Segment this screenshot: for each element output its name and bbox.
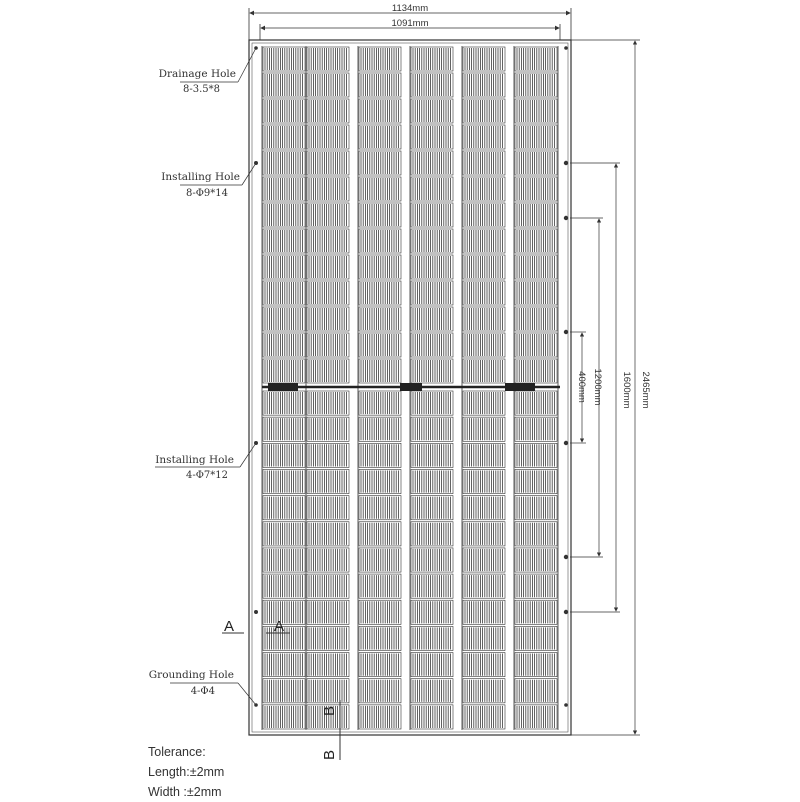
junction-box-center: [400, 383, 422, 391]
inner-width-dimension: [260, 18, 560, 40]
dim-1600-label: 1600mm: [621, 371, 632, 409]
grounding-hole-label: Grounding Hole: [148, 669, 234, 681]
grounding-hole-spec: 4-Φ4: [190, 686, 215, 697]
installing-hole-top-callout: [161, 163, 256, 199]
section-a-right: A: [274, 618, 285, 635]
dim-400-label: 400mm: [576, 371, 587, 403]
installing-hole-top-label: Installing Hole: [161, 171, 240, 183]
installing-hole-bottom-label: Installing Hole: [155, 454, 234, 466]
tolerance-length: Length:±2mm: [148, 765, 225, 779]
drainage-hole-spec: 8-3.5*8: [182, 84, 220, 95]
overall-width-label: 1134mm: [391, 3, 429, 14]
tolerance-title: Tolerance:: [148, 745, 206, 759]
dim-1200-label: 1200mm: [592, 368, 603, 406]
tolerance-width: Width :±2mm: [148, 785, 222, 799]
section-b-bottom: B: [321, 749, 338, 760]
section-a-left: A: [224, 618, 235, 635]
section-b-top: B: [321, 705, 338, 716]
tolerance-block: [148, 742, 288, 802]
inner-width-label: 1091mm: [391, 18, 429, 29]
installing-hole-bottom-spec: 4-Φ7*12: [185, 470, 228, 481]
installing-hole-bottom-callout: [155, 443, 256, 481]
overall-length-label: 2465mm: [640, 371, 651, 409]
drainage-hole-callout: [159, 48, 256, 95]
grounding-hole-callout: [149, 669, 256, 705]
drainage-hole-label: Drainage Hole: [158, 68, 236, 80]
junction-box-left: [268, 383, 298, 391]
junction-box-right: [505, 383, 535, 391]
dim-400: [570, 332, 587, 443]
installing-hole-top-spec: 8-Φ9*14: [185, 188, 228, 199]
